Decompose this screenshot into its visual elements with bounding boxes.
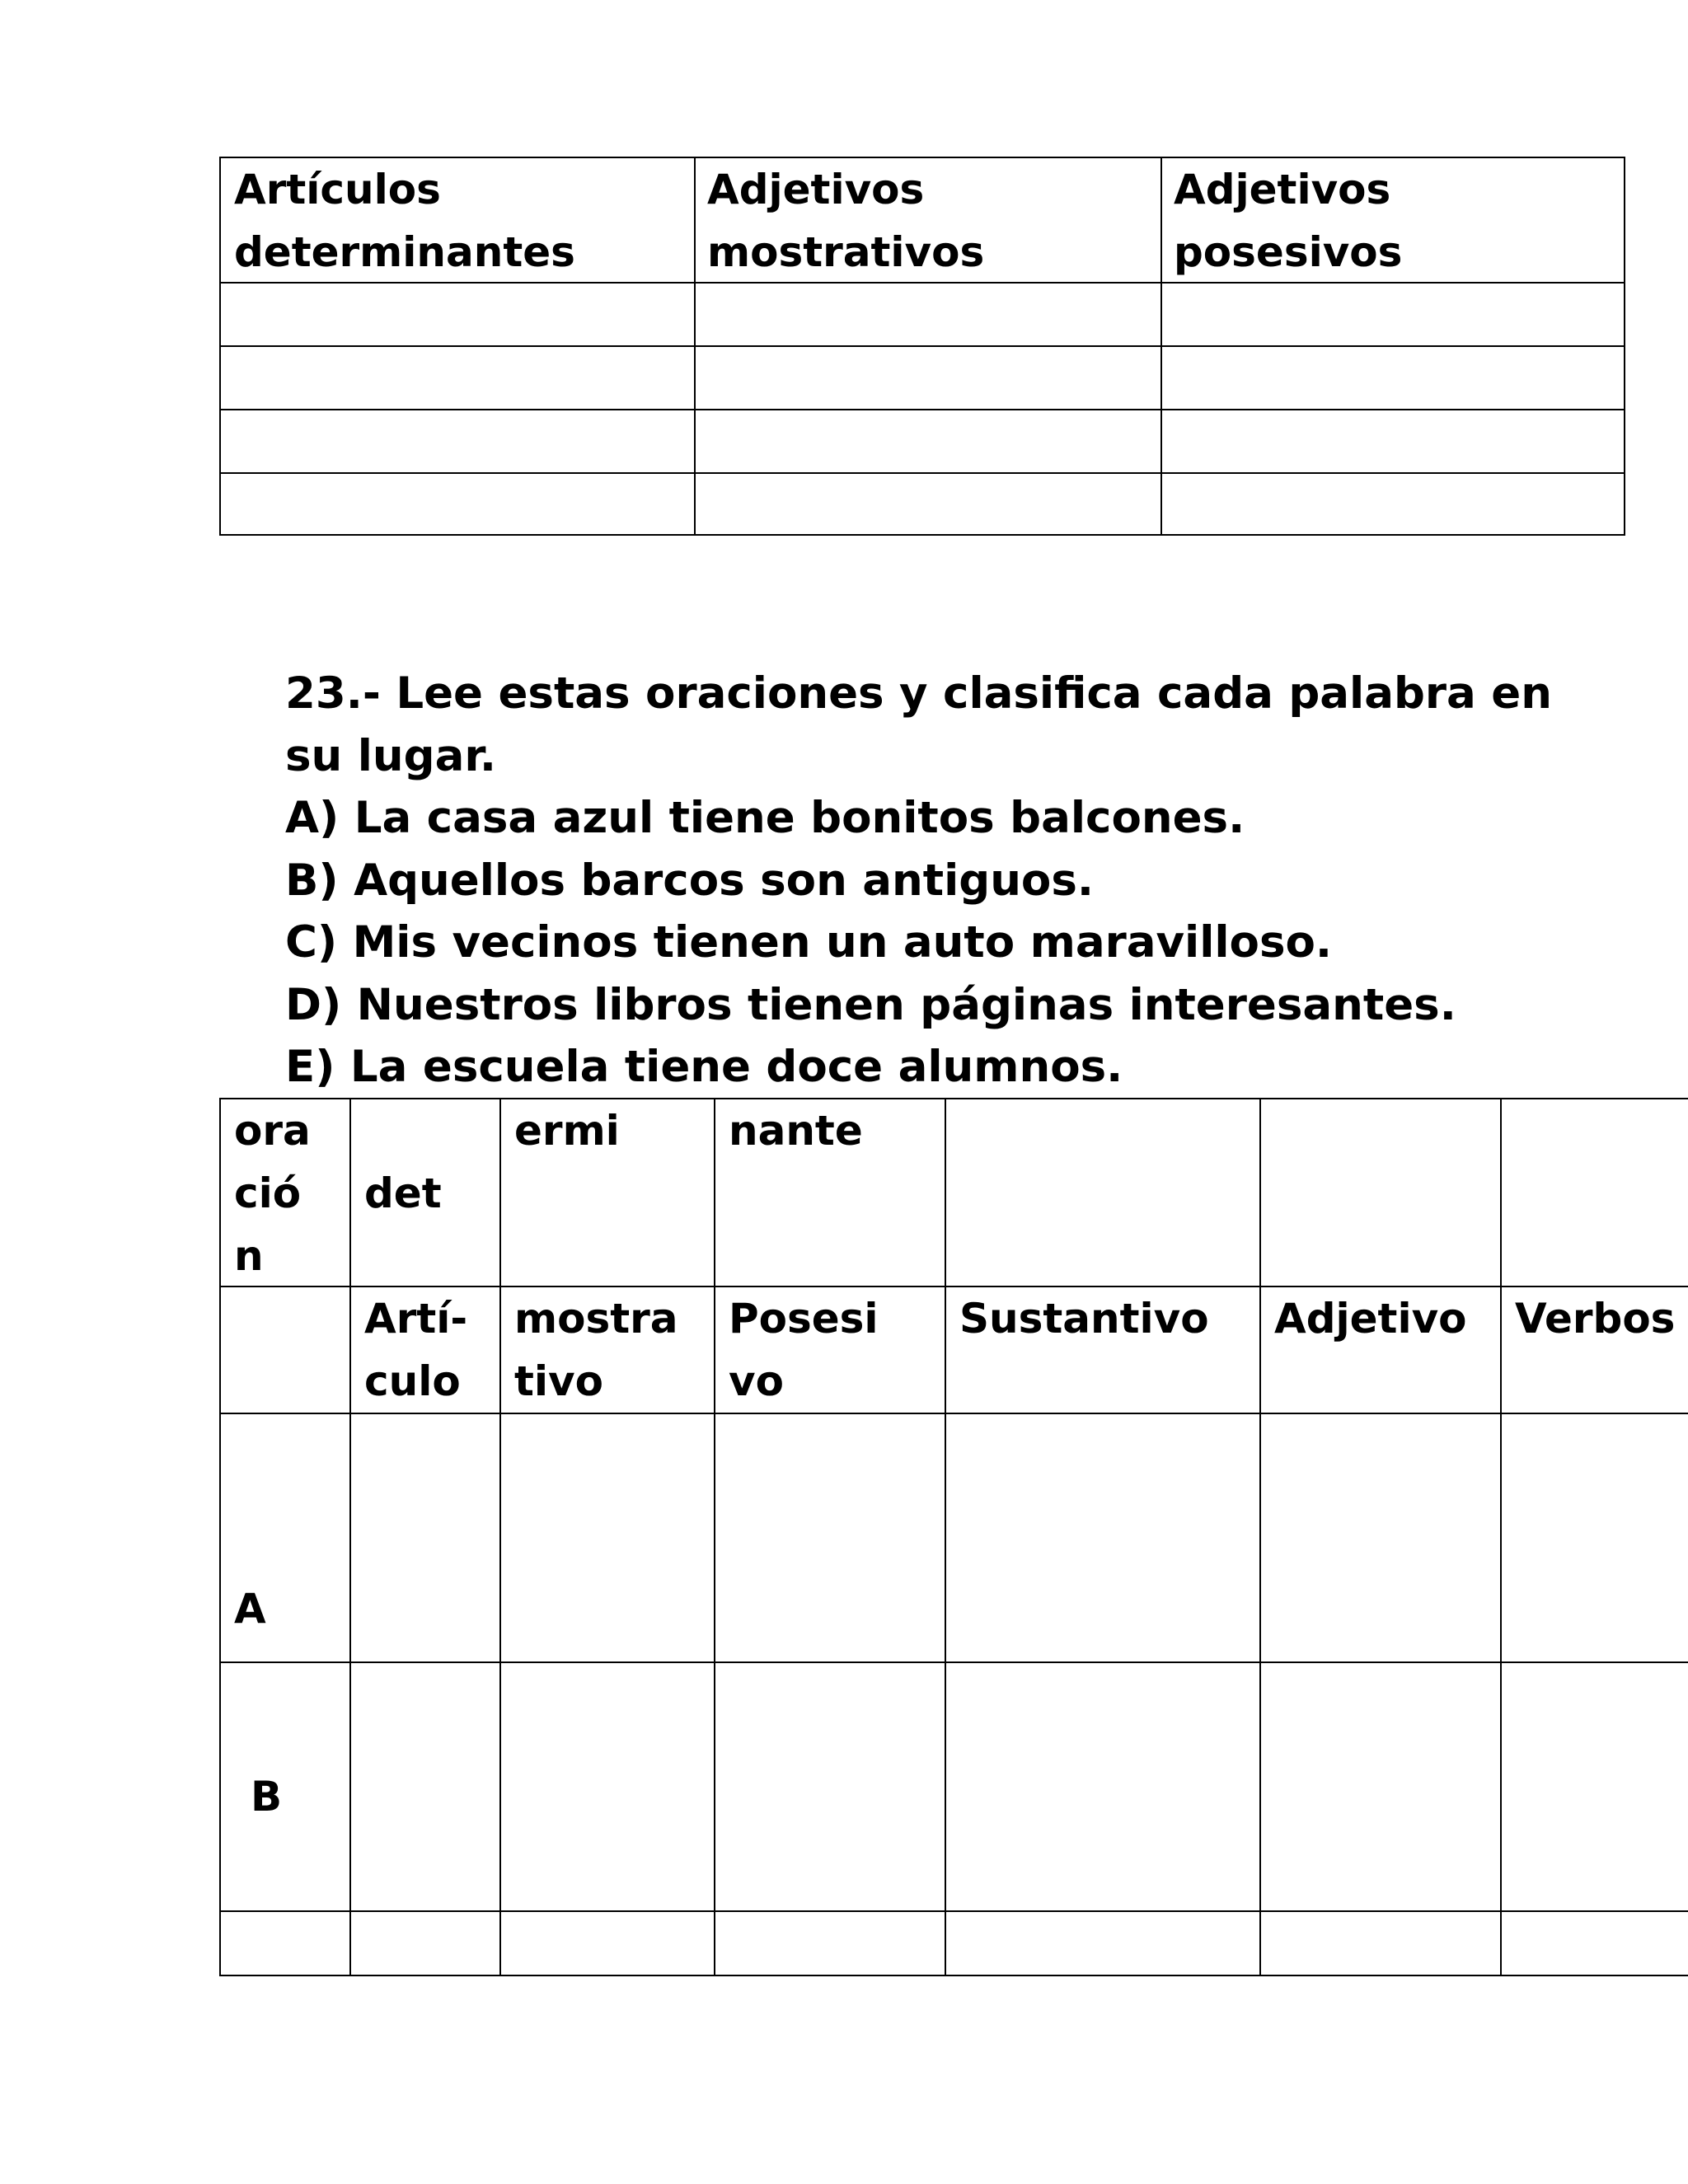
row-divider [221,1413,1688,1414]
sentence-a: A) La casa azul tiene bonitos balcones. [285,793,1245,843]
header-line: Artí- [364,1295,468,1343]
header-posesivo [729,1287,879,1413]
header-articulos-determinantes [234,158,575,284]
row-label-a: A [234,1585,266,1633]
header-line: determinantes [234,228,575,276]
header-line: mostrativos [707,228,985,276]
header-adjetivos-mostrativos [707,158,984,284]
row-divider [221,1661,1688,1663]
header-line: mostra [514,1295,678,1343]
header-nante: nante [729,1107,863,1155]
row-divider [221,1910,1688,1912]
column-divider [1259,1099,1261,1975]
header-line: ora [234,1107,311,1155]
row-divider [221,345,1624,347]
classification-table-words [219,1098,1688,1976]
header-adjetivo: Adjetivo [1274,1295,1467,1343]
header-line: posesivos [1174,228,1403,276]
header-line: Posesi [729,1295,879,1343]
column-divider [499,1099,501,1975]
header-ermi: ermi [514,1107,620,1155]
classification-table-determiners [219,157,1625,536]
sentence-e: E) La escuela tiene doce alumnos. [285,1042,1123,1092]
sentence-c: C) Mis vecinos tienen un auto maravilloso. [285,917,1333,968]
header-line: tivo [514,1357,603,1405]
header-adjetivos-posesivos [1174,158,1402,284]
header-line: culo [364,1357,461,1405]
header-det: det [364,1169,442,1217]
exercise-title: 23.- Lee estas oraciones y clasifica cada palabra en [285,668,1552,719]
exercise-instructions [285,663,1552,1099]
exercise-title-continued: su lugar. [285,730,497,781]
header-line: n [234,1232,264,1280]
header-sustantivo: Sustantivo [959,1295,1209,1343]
header-line: Adjetivos [707,166,925,213]
header-line: vo [729,1357,784,1405]
sentence-d: D) Nuestros libros tienen páginas interesantes. [285,979,1456,1030]
header-oracion [234,1099,311,1287]
header-demostrativo [514,1287,678,1413]
row-divider [221,409,1624,410]
header-line: Adjetivos [1174,166,1391,213]
row-divider [221,472,1624,474]
header-line: ció [234,1169,302,1217]
column-divider [714,1099,715,1975]
header-articulo [364,1287,467,1413]
column-divider [349,1099,351,1975]
header-verbos: Verbos [1515,1295,1676,1343]
row-label-b: B [251,1773,283,1821]
sentence-b: B) Aquellos barcos son antiguos. [285,855,1095,906]
column-divider [945,1099,946,1975]
column-divider [1500,1099,1502,1975]
header-line: Artículos [234,166,441,213]
